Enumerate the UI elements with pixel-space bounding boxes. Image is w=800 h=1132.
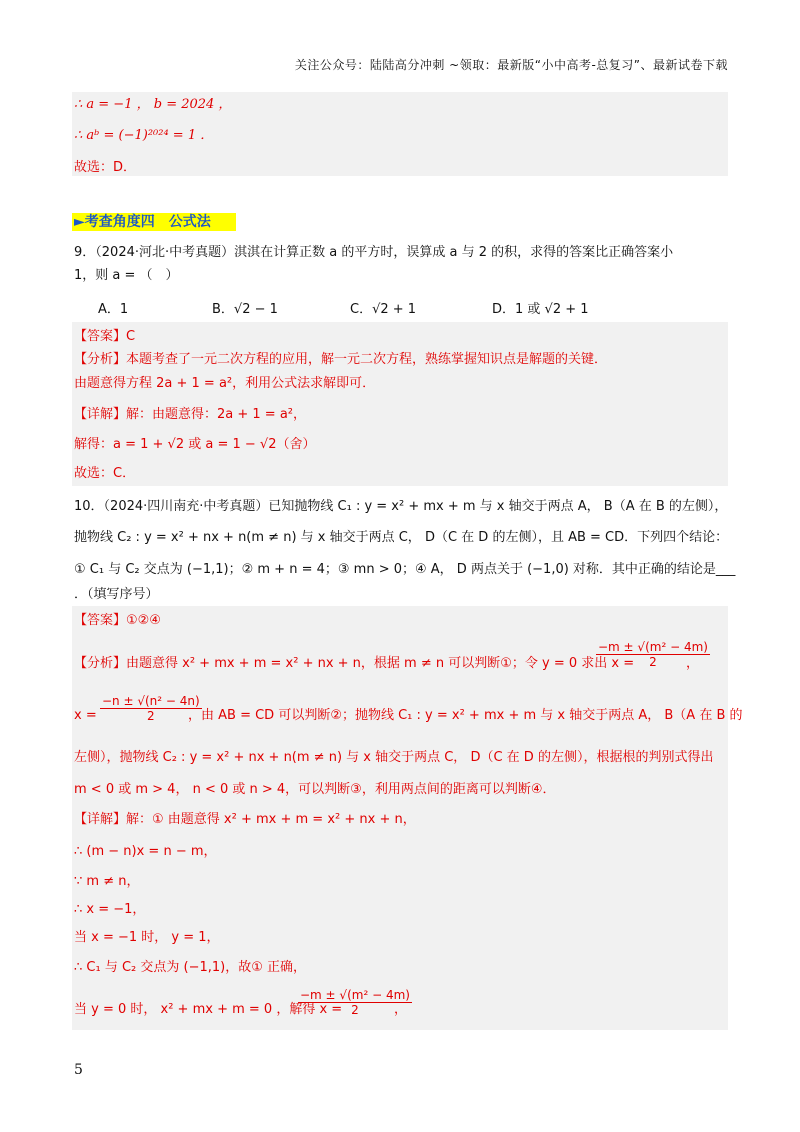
q9-stem-line-1: 9．（2024·河北·中考真题）淇淇在计算正数 a 的平方时，误算成 a 与 2 的积，求得的答案比正确答案小: [74, 245, 674, 260]
fraction-denominator: 2: [147, 709, 155, 723]
q10-detail-3: ∵ m ≠ n，: [74, 874, 140, 889]
fraction-numerator: −m ± √(m² − 4m): [300, 988, 410, 1002]
q10-detail-2: ∴ (m − n)x = n − m，: [74, 844, 217, 859]
q9-solution-box: [72, 322, 728, 486]
q10-detail-1: 【详解】解：① 由题意得 x² + mx + m = x² + nx + n，: [74, 812, 416, 827]
prev-line-3: 故选：D．: [74, 160, 137, 175]
q10-stem-line-1: 10．（2024·四川南充·中考真题）已知抛物线 C₁ : y = x² + mx + m 与 x 轴交于两点 A， B（A 在 B 的左侧），: [74, 499, 728, 514]
q10-fraction-n: [100, 694, 202, 723]
fraction-numerator: −n ± √(n² − 4n): [102, 694, 200, 708]
q10-detail-7-tail: ，: [394, 1002, 408, 1017]
q10-stem-line-3: ① C₁ 与 C₂ 交点为 (−1,1)；② m + n = 4；③ mn > 0；④ A， D 两点关于 (−1,0) 对称．其中正确的结论是___: [74, 562, 736, 577]
q10-detail-6: ∴ C₁ 与 C₂ 交点为 (−1,1)，故① 正确，: [74, 960, 307, 975]
prev-line-2: ∴ aᵇ = (−1)²⁰²⁴ = 1 ．: [74, 128, 214, 143]
page-header: 关注公众号：陆陆高分冲刺 ~领取：最新版“小中高考-总复习”、最新试卷下载: [294, 58, 728, 72]
q10-analysis-2b: ，由 AB = CD 可以判断②；抛物线 C₁ : y = x² + mx + m 与 x 轴交于两点 A， B（A 在 B 的: [188, 708, 743, 723]
q10-answer: 【答案】①②④: [74, 613, 161, 628]
q9-detail-3: 故选：C．: [74, 466, 136, 481]
page-number: 5: [74, 1062, 83, 1078]
q10-detail-5: 当 x = −1 时， y = 1，: [74, 930, 220, 945]
q10-analysis-3: 左侧），抛物线 C₂ : y = x² + nx + n(m ≠ n) 与 x 轴交于两点 C， D（C 在 D 的左侧），根据根的判别式得出: [74, 750, 714, 765]
q9-answer: 【答案】C: [74, 329, 136, 344]
q9-option-d: D．1 或 √2 + 1: [492, 302, 589, 317]
q9-detail-1: 【详解】解：由题意得：2a + 1 = a²，: [74, 407, 307, 422]
q10-analysis-1: 【分析】由题意得 x² + mx + m = x² + nx + n，根据 m ≠ n 可以判断①；令 y = 0 求出 x =: [74, 656, 635, 671]
q9-option-c: C．√2 + 1: [350, 302, 417, 317]
prev-line-1: ∴ a = −1 ， b = 2024 ，: [74, 97, 232, 112]
q9-option-a: A．1: [98, 302, 129, 317]
q9-detail-2: 解得：a = 1 + √2 或 a = 1 − √2（舍）: [74, 437, 316, 452]
q10-detail-7: 当 y = 0 时， x² + mx + m = 0 ，解得 x =: [74, 1002, 343, 1017]
q10-detail-4: ∴ x = −1，: [74, 902, 146, 917]
q10-analysis-2a: x =: [74, 708, 97, 723]
fraction-denominator: 2: [351, 1003, 359, 1017]
fraction-numerator: −m ± √(m² − 4m): [598, 640, 708, 654]
q9-analysis-2: 由题意得方程 2a + 1 = a²，利用公式法求解即可．: [74, 376, 376, 391]
q10-stem-line-4: ．（填写序号）: [74, 587, 159, 602]
q9-stem-line-2: 1，则 a = （ ）: [74, 268, 179, 283]
comma: ，: [686, 656, 700, 671]
q9-analysis-1: 【分析】本题考查了一元二次方程的应用，解一元二次方程，熟练掌握知识点是解题的关键．: [74, 352, 608, 367]
fraction-denominator: 2: [649, 655, 657, 669]
section-title: ►考查角度四 公式法: [72, 213, 236, 231]
q10-analysis-4: m < 0 或 m > 4， n < 0 或 n > 4，可以判断③，利用两点间的距离可以判断④．: [74, 782, 556, 797]
q10-stem-line-2: 抛物线 C₂ : y = x² + nx + n(m ≠ n) 与 x 轴交于两点 C， D（C 在 D 的左侧），且 AB = CD．下列四个结论：: [74, 530, 729, 545]
q9-option-b: B．√2 − 1: [212, 302, 278, 317]
